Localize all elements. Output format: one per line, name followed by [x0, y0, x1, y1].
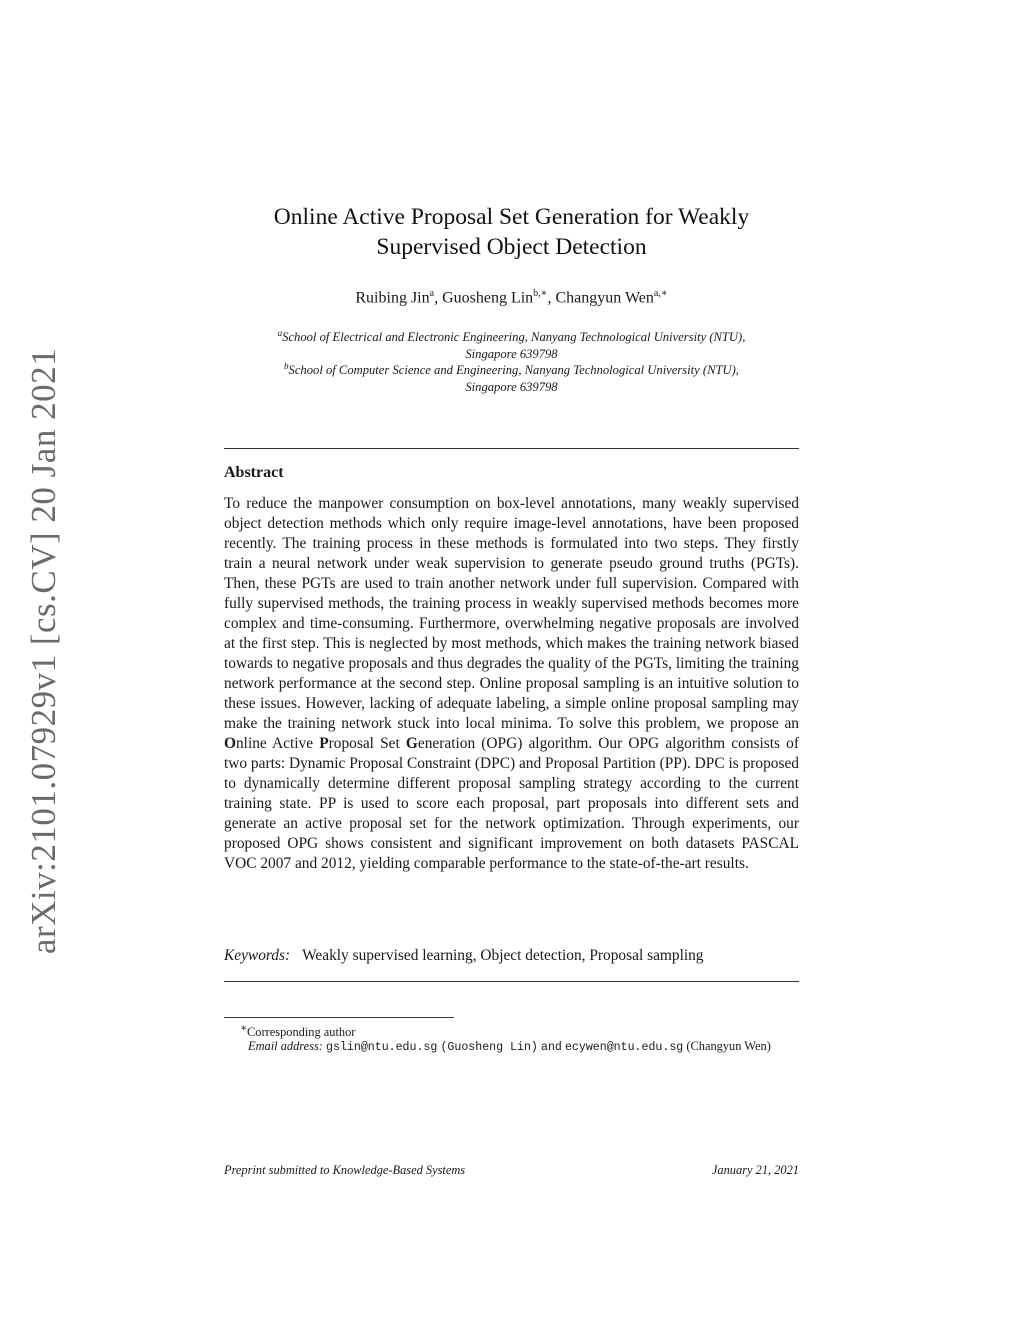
title-line-2: Supervised Object Detection — [376, 234, 647, 260]
affiliation-mark: a — [277, 328, 283, 338]
author-affil-mark: a,∗ — [653, 288, 668, 299]
acronym-letter: P — [319, 735, 329, 752]
arxiv-identifier: arXiv:2101.07929v1 [cs.CV] 20 Jan 2021 — [24, 347, 63, 955]
footnote-email — [224, 1038, 799, 1057]
abstract-top-rule — [224, 448, 799, 449]
acronym-letter: G — [405, 735, 418, 752]
abstract-text: To reduce the manpower consumption on box-level annotations, many weakly supervised object detection methods which only require image-level annotations, have been proposed recently. The training process in these methods is formulated into two steps. They firstly train a neural network under weak supervision to generate pseudo ground truths (PGTs). Then, these PGTs are used to train another network under full supervision. Compared with fully supervised methods, the training process in weakly supervised methods becomes more complex and time-consuming. Furthermore, overwhelming negative proposals are involved at the first step. This is neglected by most methods, which makes the training network biased towards to negative proposals and thus degrades the quality of the PGTs, limiting the training network performance at the second step. Online proposal sampling is an intuitive solution to these issues. However, lacking of adequate labeling, a simple online proposal sampling may make the training network stuck into local minima. To solve this problem, we propose an — [224, 495, 799, 732]
title-line-1: Online Active Proposal Set Generation for Weakly — [273, 204, 750, 230]
author-name: Changyun Wen — [555, 289, 654, 307]
affiliation-line-1: School of Computer Science and Engineering, Nanyang Technological University (NTU), — [288, 363, 739, 378]
email-link-lin[interactable]: gslin@ntu.edu.sg — [326, 1041, 438, 1054]
email-link-wen[interactable]: ecywen@ntu.edu.sg — [564, 1041, 684, 1054]
abstract-heading: Abstract — [224, 464, 284, 481]
keywords — [224, 946, 799, 966]
footnote-rule — [224, 1017, 454, 1018]
email-owner-wen: (Changyun Wen) — [686, 1039, 771, 1053]
page-footer — [224, 1163, 799, 1178]
footnote-corresponding-text: Corresponding author — [247, 1025, 356, 1040]
affiliation-line-2: Singapore 639798 — [465, 346, 558, 361]
affiliation-line-1: School of Electrical and Electronic Engineering, Nanyang Technological University (NTU), — [282, 330, 746, 345]
author-name: Guosheng Lin — [442, 289, 534, 307]
keywords-text: Weakly supervised learning, Object detection, Proposal sampling — [302, 947, 704, 964]
abstract-bottom-rule — [224, 981, 799, 982]
abstract-text: nline Active — [235, 735, 320, 752]
author-affil-mark: a — [429, 288, 435, 299]
abstract-body — [224, 494, 799, 874]
author-affil-mark: b,∗ — [533, 288, 548, 299]
affiliation-line-2: Singapore 639798 — [465, 379, 558, 394]
abstract-text: roposal Set — [328, 735, 406, 752]
footer-journal: Preprint submitted to Knowledge-Based Systems — [224, 1163, 466, 1177]
affiliation-a — [224, 325, 799, 362]
keywords-label: Keywords: — [224, 947, 291, 964]
footnote-mark: ∗ — [240, 1023, 248, 1034]
email-label: Email address: — [248, 1039, 323, 1053]
acronym-letter: O — [224, 735, 236, 752]
arxiv-side-stamp — [22, 347, 66, 955]
footer-date: January 21, 2021 — [711, 1163, 799, 1177]
author-list: Ruibing Jin$^a$, Guosheng Lin$^{b,∗}$, Changyun Wen$^{a,∗}$ — [355, 288, 668, 307]
abstract-text: eneration (OPG) algorithm. Our OPG algorithm consists of two parts: Dynamic Proposal Constraint (DPC) and Proposal Partition (PP). DPC is proposed to dynamically determine different proposal sampling strategy according to the current training state. PP is used to score each proposal, part proposals into different sets and generate an active proposal set for the network optimization. Through experiments, our proposed OPG shows consistent and significant improvement on both datasets PASCAL VOC 2007 and 2012, yielding comparable performance to the state-of-the-art results. — [224, 735, 800, 872]
affiliation-mark: b — [284, 361, 289, 371]
email-owner-lin: (Guosheng Lin) — [440, 1041, 538, 1054]
author-name: Ruibing Jin — [355, 289, 430, 307]
paper-title — [224, 202, 799, 262]
email-and: and — [540, 1041, 562, 1054]
affiliation-b — [224, 358, 799, 395]
